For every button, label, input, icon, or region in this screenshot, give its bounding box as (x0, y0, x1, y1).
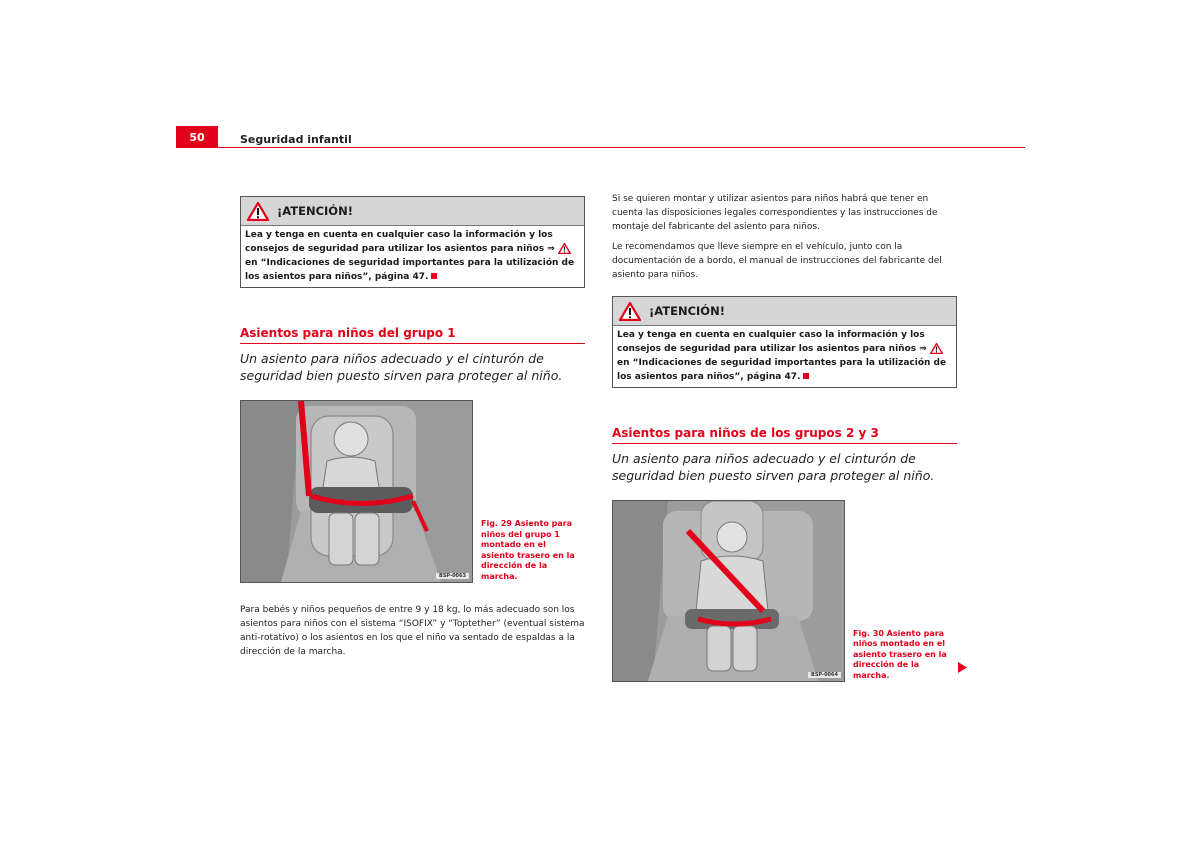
warning-triangle-icon (558, 243, 571, 254)
group23-heading: Asientos para niños de los grupos 2 y 3 (612, 426, 957, 444)
warning-header (613, 297, 956, 326)
group1-body: Para bebés y niños pequeños de entre 9 y 18 kg, lo más adecuado son los asientos para niños con el sistema “ISOFIX” y “Toptether” (eventual sistema anti-rotativo) o los asientos en los que el niño va sentado de espaldas a la dirección de la marcha. (240, 605, 585, 657)
warning-text-part-1: Lea y tenga en cuenta en cualquier caso la información y los consejos de seguridad para utilizar los asientos para niños ⇒ (245, 230, 555, 254)
warning-title: ¡ATENCIÓN! (649, 304, 725, 318)
warning-box (612, 296, 957, 388)
warning-text (241, 226, 584, 287)
figure-29-image (240, 400, 473, 583)
warning-triangle-icon (247, 202, 269, 221)
end-square-icon (803, 373, 809, 379)
warning-header (241, 197, 584, 226)
continue-arrow-icon (958, 662, 967, 673)
warning-text-part-1: Lea y tenga en cuenta en cualquier caso la información y los consejos de seguridad para utilizar los asientos para niños ⇒ (617, 330, 927, 354)
figure-29-caption: Fig. 29 Asiento para niños del grupo 1 montado en el asiento trasero en la dirección de la marcha. (481, 519, 575, 581)
figure-29-code: BSP-0063 (436, 573, 469, 579)
warning-text-part-2: en “Indicaciones de seguridad importantes para la utilización de los asientos para niños”, página 47. (617, 358, 947, 382)
warning-box (240, 196, 585, 288)
group23-lead: Un asiento para niños adecuado y el cinturón de seguridad bien puesto sirven para proteger al niño. (612, 451, 935, 483)
warning-triangle-icon (930, 343, 943, 354)
warning-text (613, 326, 956, 387)
warning-title: ¡ATENCIÓN! (277, 204, 353, 218)
figure-30-caption: Fig. 30 Asiento para niños montado en el asiento trasero en la dirección de la marcha. (853, 628, 947, 680)
warning-text-part-2: en “Indicaciones de seguridad importantes para la utilización de los asientos para niños”, página 47. (245, 258, 575, 282)
page-number: 50 (189, 131, 205, 144)
figure-29-row (240, 400, 585, 583)
figure-30-row (612, 500, 957, 682)
left-column (240, 196, 585, 659)
right-paragraph-1: Si se quieren montar y utilizar asientos para niños habrá que tener en cuenta las disposiciones legales correspondientes y las instrucciones de montaje del fabricante del asiento para niños. (612, 194, 938, 232)
child-seat-group23-illustration (613, 501, 844, 681)
section-title: Seguridad infantil (240, 133, 352, 146)
right-column (612, 192, 957, 682)
right-paragraph-2: Le recomendamos que lleve siempre en el vehículo, junto con la documentación de a bordo, el manual de instrucciones del fabricante del asiento para niños. (612, 242, 942, 280)
warning-triangle-icon (619, 302, 641, 321)
figure-30-image (612, 500, 845, 682)
figure-30-code: BSP-0064 (808, 672, 841, 678)
header-rule (218, 147, 1025, 148)
group1-lead: Un asiento para niños adecuado y el cinturón de seguridad bien puesto sirven para proteger al niño. (240, 351, 563, 383)
group1-heading: Asientos para niños del grupo 1 (240, 326, 585, 344)
child-seat-group1-illustration (241, 401, 472, 582)
end-square-icon (431, 273, 437, 279)
